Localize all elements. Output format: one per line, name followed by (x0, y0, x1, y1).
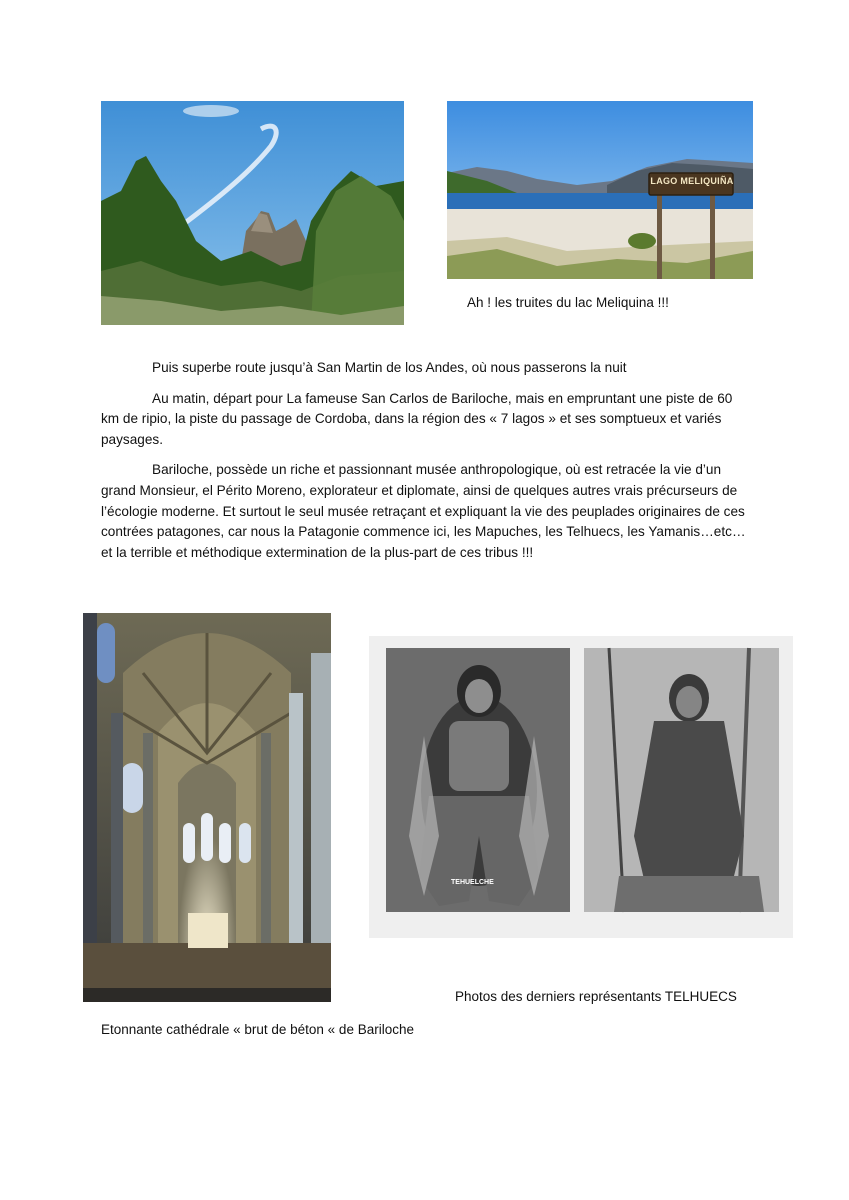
portraits-photo (369, 636, 793, 938)
paragraph: Bariloche, possède un riche et passionnant musée anthropologique, où est retracée la vie d’un grand Monsieur, el Périto Moreno, explorateur et diplomate, ainsi de quelques autres vrais précurseurs de l’écologie moderne. Et surtout le seul musée retraçant et expliquant la vie des peuplades originaires de ces contrées patagones, car nous la Patagonie commence ici, les Mapuches, les Telhuecs, les Yamanis…etc…et la terrible et méthodique extermination de la plus-part de ces tribus !!! (101, 462, 746, 560)
body-text (101, 358, 751, 573)
mountain-photo (101, 101, 404, 325)
telhuecs-caption: Photos des derniers représentants TELHUECS (455, 989, 737, 1004)
cathedral-photo (83, 613, 331, 1002)
lake-caption: Ah ! les truites du lac Meliquina !!! (467, 295, 669, 310)
lake-photo (447, 101, 753, 279)
paragraph: Au matin, départ pour La fameuse San Carlos de Bariloche, mais en empruntant une piste de 60 km de ripio, la piste du passage de Cordoba, dans la région des « 7 lagos » et ses somptueux et variés paysages. (101, 390, 733, 447)
lake-sign-text: LAGO MELIQUIÑA (650, 176, 734, 186)
cathedral-caption: Etonnante cathédrale « brut de béton « de Bariloche (101, 1022, 414, 1037)
paragraph: Puis superbe route jusqu’à San Martin de los Andes, où nous passerons la nuit (152, 360, 627, 375)
portrait-label: TEHUELCHE (451, 879, 494, 886)
